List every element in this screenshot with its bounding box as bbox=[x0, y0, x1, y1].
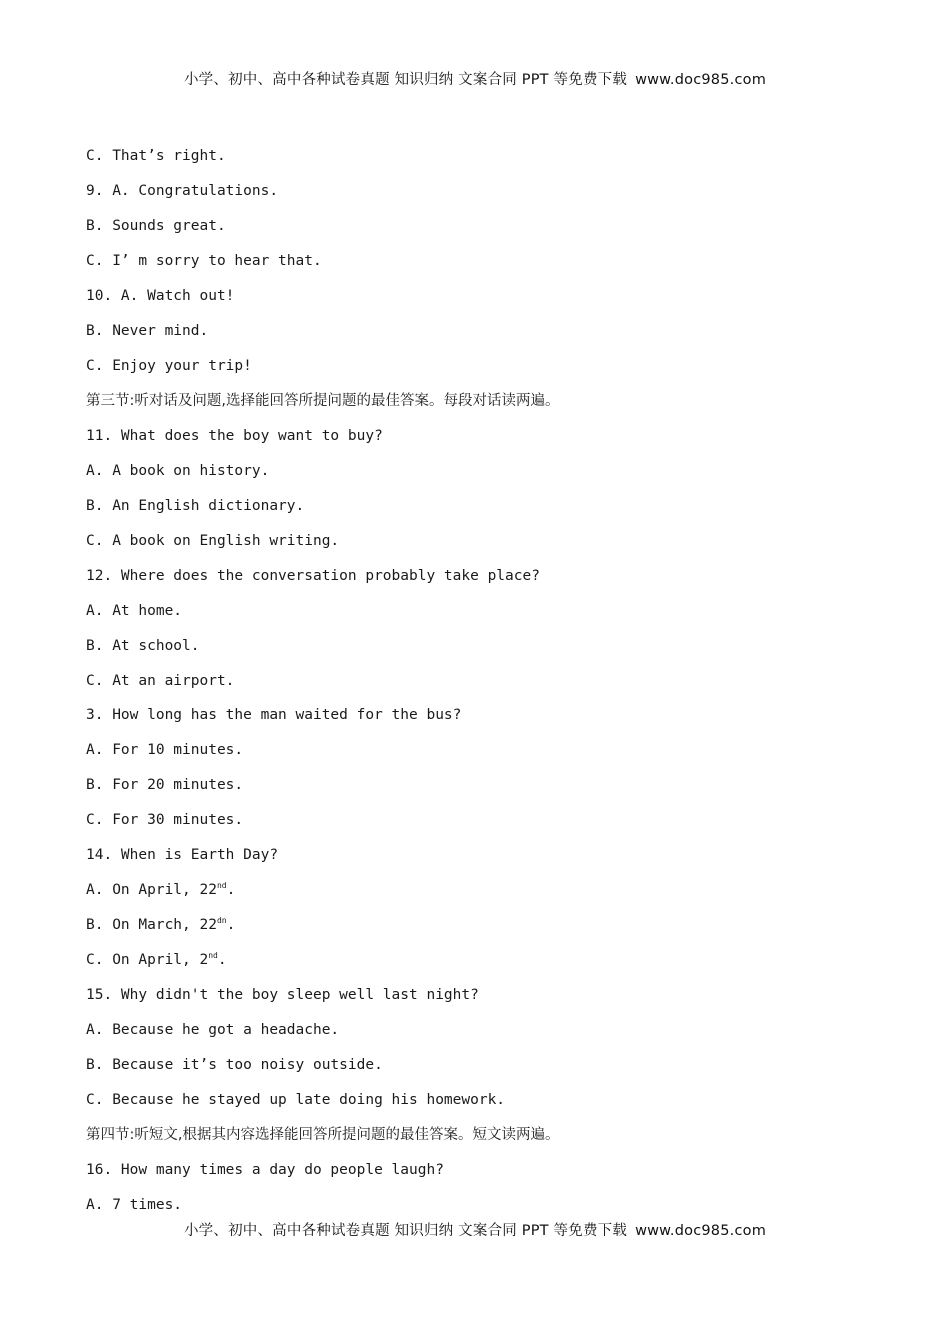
option-line: C. Enjoy your trip! bbox=[86, 358, 252, 374]
option-line bbox=[86, 880, 235, 900]
ordinal-suffix: nd bbox=[208, 951, 218, 960]
header-text: 小学、初中、高中各种试卷真题 知识归纳 文案合同 PPT 等免费下载 bbox=[183, 72, 628, 88]
option-punct: . bbox=[217, 952, 227, 968]
option-text: C. On April, 2 bbox=[86, 952, 209, 968]
option-line: C. That’s right. bbox=[86, 148, 226, 164]
question-line: 9. A. Congratulations. bbox=[86, 183, 279, 199]
option-line: C. A book on English writing. bbox=[86, 533, 340, 549]
option-line: A. 7 times. bbox=[86, 1197, 183, 1213]
page-footer bbox=[0, 1219, 950, 1240]
question-line: 11. What does the boy want to buy? bbox=[86, 428, 383, 444]
ordinal-suffix: nd bbox=[216, 881, 227, 890]
header-site-link[interactable]: www.doc985.com bbox=[635, 72, 767, 88]
option-line: B. Never mind. bbox=[86, 323, 209, 339]
option-line: C. I’ m sorry to hear that. bbox=[86, 253, 322, 269]
footer-text: 小学、初中、高中各种试卷真题 知识归纳 文案合同 PPT 等免费下载 bbox=[183, 1223, 628, 1239]
option-line: C. For 30 minutes. bbox=[86, 812, 244, 828]
option-line: A. At home. bbox=[86, 603, 183, 619]
option-line: B. Because it’s too noisy outside. bbox=[86, 1057, 383, 1073]
option-punct: . bbox=[226, 882, 236, 898]
option-line: C. Because he stayed up late doing his homework. bbox=[86, 1092, 506, 1108]
option-line bbox=[86, 915, 235, 935]
option-text: A. On April, 22 bbox=[86, 882, 217, 898]
option-line: A. Because he got a headache. bbox=[86, 1022, 340, 1038]
question-line: 14. When is Earth Day? bbox=[86, 847, 279, 863]
question-line: 15. Why didn't the boy sleep well last night? bbox=[86, 987, 479, 1003]
footer-site-link[interactable]: www.doc985.com bbox=[635, 1223, 767, 1239]
option-line: B. For 20 minutes. bbox=[86, 777, 244, 793]
ordinal-suffix: dn bbox=[216, 916, 227, 925]
option-line: B. At school. bbox=[86, 638, 200, 654]
option-line bbox=[86, 950, 227, 970]
question-line: 10. A. Watch out! bbox=[86, 288, 235, 304]
option-line: B. An English dictionary. bbox=[86, 498, 305, 514]
question-line: 3. How long has the man waited for the bus? bbox=[86, 707, 462, 723]
question-line: 12. Where does the conversation probably take place? bbox=[86, 568, 540, 584]
option-line: C. At an airport. bbox=[86, 673, 235, 689]
section-instruction: 第四节:听短文,根据其内容选择能回答所提问题的最佳答案。短文读两遍。 bbox=[86, 1127, 560, 1143]
section-instruction: 第三节:听对话及问题,选择能回答所提问题的最佳答案。每段对话读两遍。 bbox=[86, 393, 560, 409]
option-line: A. For 10 minutes. bbox=[86, 742, 244, 758]
option-line: A. A book on history. bbox=[86, 463, 270, 479]
page-header bbox=[0, 68, 950, 89]
option-punct: . bbox=[226, 917, 236, 933]
option-text: B. On March, 22 bbox=[86, 917, 217, 933]
question-line: 16. How many times a day do people laugh? bbox=[86, 1162, 444, 1178]
option-line: B. Sounds great. bbox=[86, 218, 226, 234]
